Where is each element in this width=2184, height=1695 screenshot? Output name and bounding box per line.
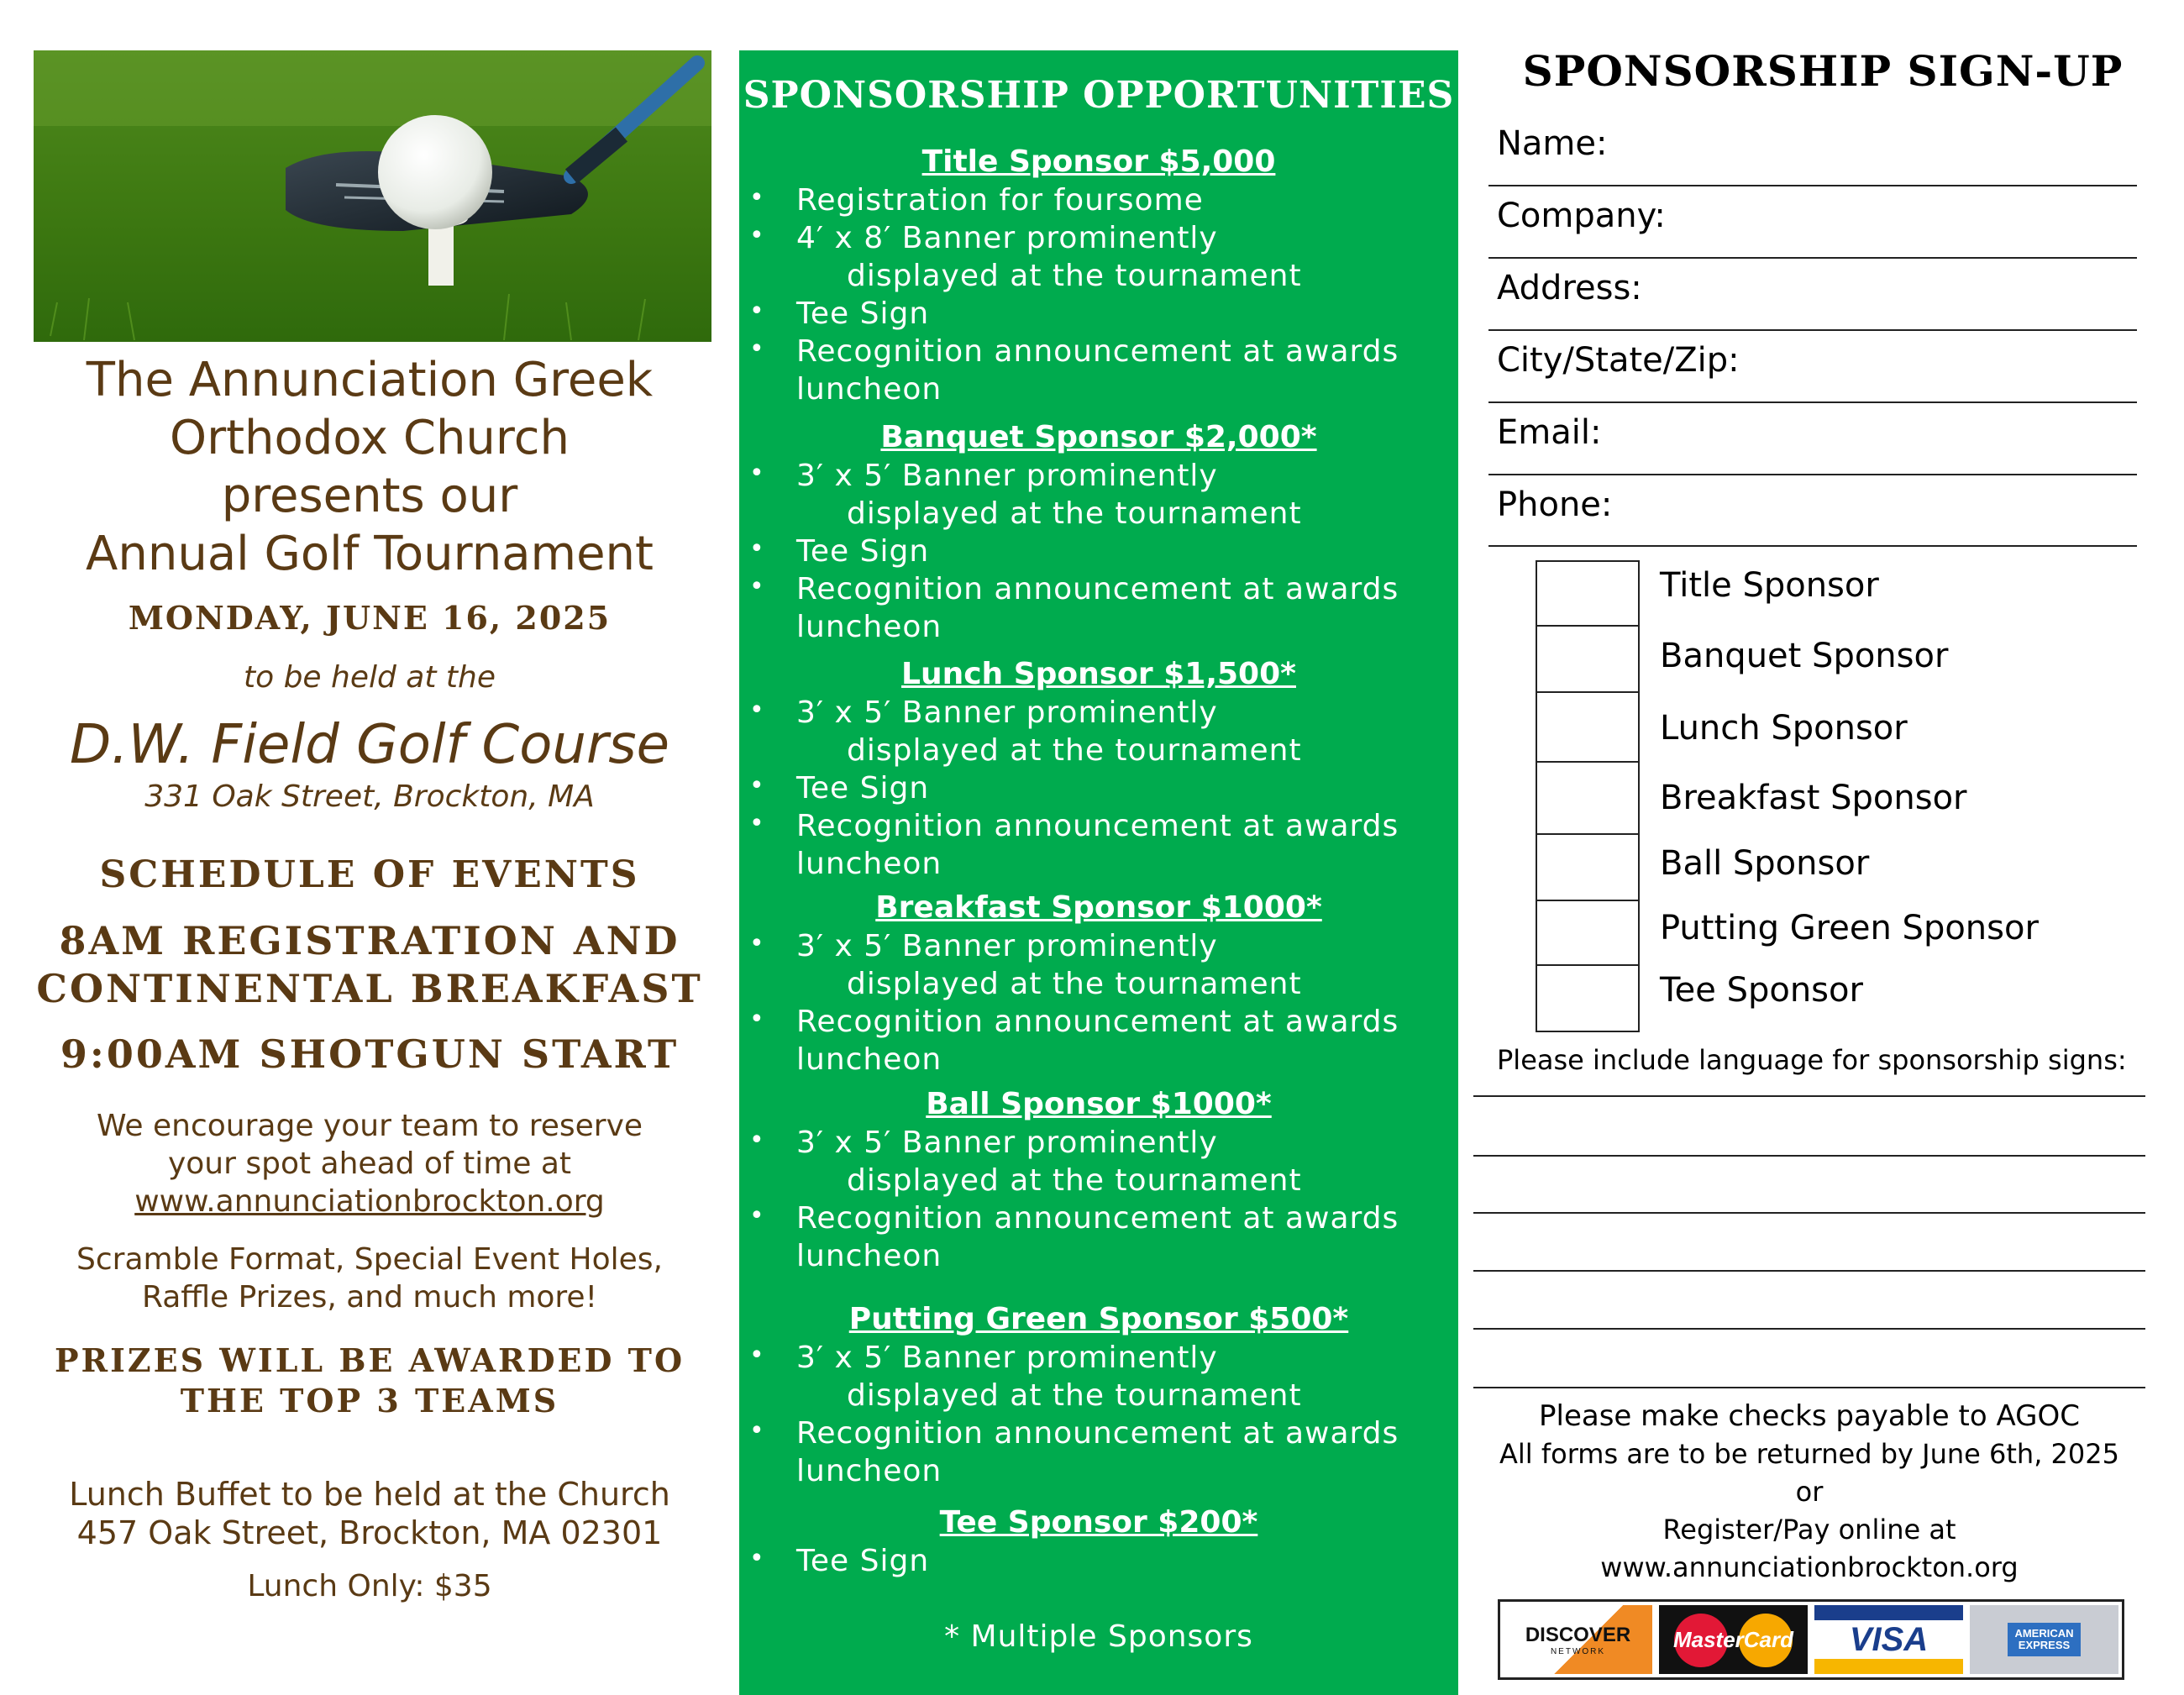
sponsor-benefit: Tee Sign: [796, 296, 930, 331]
discover-card-logo: [1504, 1605, 1652, 1674]
bullet-icon: •: [749, 1544, 764, 1573]
bullet-icon: •: [749, 1341, 764, 1370]
field-label: Email:: [1497, 413, 1602, 452]
lunch-line: 457 Oak Street, Brockton, MA 02301: [76, 1514, 663, 1551]
schedule-registration: [34, 917, 706, 1013]
sponsor-benefit: luncheon: [796, 1454, 942, 1488]
payment-line: or: [1795, 1476, 1824, 1508]
sponsor-benefit: 3′ x 5′ Banner prominently: [796, 1126, 1218, 1160]
golf-ball-photo: [34, 50, 711, 342]
format-line: Raffle Prizes, and much more!: [141, 1280, 598, 1315]
sponsor-tier-title: Lunch Sponsor $1,500*: [901, 657, 1296, 691]
sponsor-benefit: Registration for foursome: [796, 183, 1204, 218]
payment-line: All forms are to be returned by June 6th, 2025: [1499, 1438, 2119, 1470]
payment-line: Please make checks payable to AGOC: [1539, 1399, 2080, 1433]
sign-language-line[interactable]: [1473, 1212, 2145, 1214]
sponsor-benefit: Tee Sign: [796, 534, 930, 569]
sponsor-option-label: Ball Sponsor: [1660, 844, 1870, 883]
sponsor-benefit: Tee Sign: [796, 771, 930, 806]
sign-language-line[interactable]: [1473, 1328, 2145, 1330]
sponsor-benefit: luncheon: [796, 847, 942, 881]
reserve-line: your spot ahead of time at: [167, 1147, 572, 1181]
sponsor-checkbox[interactable]: [1536, 900, 1640, 968]
field-label: Phone:: [1497, 485, 1613, 524]
sponsor-benefit: Recognition announcement at awards: [796, 1005, 1399, 1039]
sponsor-benefit: luncheon: [796, 1042, 942, 1077]
sponsor-benefit: 3′ x 5′ Banner prominently: [796, 459, 1218, 493]
venue-address: 331 Oak Street, Brockton, MA: [144, 779, 595, 814]
amex-label: [2008, 1623, 2080, 1656]
field-label: Company:: [1497, 197, 1666, 235]
discover-sub-label: NETWORK: [1550, 1646, 1606, 1656]
lunch-line: Lunch Buffet to be held at the Church: [69, 1476, 670, 1513]
sponsor-benefit: displayed at the tournament: [847, 259, 1302, 293]
sponsor-benefit: luncheon: [796, 372, 942, 407]
sponsor-option-label: Breakfast Sponsor: [1660, 779, 1967, 817]
sponsor-benefit: Recognition announcement at awards: [796, 334, 1399, 369]
bullet-icon: •: [749, 695, 764, 725]
reserve-note: [34, 1107, 706, 1220]
sponsor-tier-title: Putting Green Sponsor $500*: [848, 1302, 1349, 1336]
sponsor-option-label: Tee Sponsor: [1660, 971, 1863, 1010]
field-input-line[interactable]: [1488, 185, 2137, 186]
bullet-icon: •: [749, 929, 764, 958]
sponsor-option-label: Title Sponsor: [1660, 566, 1879, 605]
bullet-icon: •: [749, 1201, 764, 1231]
title-line: presents our: [221, 469, 518, 523]
reserve-line: We encourage your team to reserve: [96, 1109, 643, 1143]
sponsor-tier-title: Title Sponsor $5,000: [921, 144, 1276, 179]
bullet-icon: •: [749, 771, 764, 800]
prizes-line: PRIZES WILL BE AWARDED TO: [54, 1341, 685, 1379]
sponsor-benefit: Recognition announcement at awards: [796, 572, 1399, 606]
sponsor-option-label: Banquet Sponsor: [1660, 637, 1949, 675]
sponsor-benefit: Recognition announcement at awards: [796, 809, 1399, 843]
sign-language-line[interactable]: [1473, 1095, 2145, 1097]
mastercard-label: MasterCard: [1672, 1626, 1794, 1652]
sponsor-benefit: luncheon: [796, 610, 942, 644]
bullet-icon: •: [749, 534, 764, 564]
sponsorship-opportunities-panel: [739, 50, 1458, 1695]
sponsor-option-label: Lunch Sponsor: [1660, 709, 1908, 748]
sponsor-tier-title: Tee Sponsor $200*: [939, 1505, 1258, 1540]
sponsor-benefit: displayed at the tournament: [847, 1378, 1302, 1413]
multiple-sponsors-note: * Multiple Sponsors: [944, 1619, 1253, 1654]
bullet-icon: •: [749, 1416, 764, 1446]
sign-language-line[interactable]: [1473, 1387, 2145, 1388]
bullet-icon: •: [749, 1005, 764, 1034]
schedule-shotgun-start: 9:00AM SHOTGUN START: [60, 1031, 680, 1077]
field-input-line[interactable]: [1488, 545, 2137, 547]
sponsor-benefit: Recognition announcement at awards: [796, 1416, 1399, 1451]
sponsor-checkbox[interactable]: [1536, 691, 1640, 764]
bullet-icon: •: [749, 221, 764, 250]
format-note: [34, 1241, 706, 1316]
venue-name: D.W. Field Golf Course: [70, 714, 669, 776]
sponsor-benefit: 3′ x 5′ Banner prominently: [796, 1341, 1218, 1375]
schedule-line: CONTINENTAL BREAKFAST: [36, 966, 703, 1011]
payment-url[interactable]: www.annunciationbrockton.org: [1600, 1551, 2019, 1583]
lunch-only-price: Lunch Only: $35: [247, 1569, 492, 1603]
field-label: Address:: [1497, 269, 1642, 307]
bullet-icon: •: [749, 1126, 764, 1155]
bullet-icon: •: [749, 296, 764, 326]
sponsor-benefit: displayed at the tournament: [847, 496, 1302, 531]
sponsor-benefit: displayed at the tournament: [847, 733, 1302, 768]
schedule-heading: SCHEDULE OF EVENTS: [99, 853, 640, 896]
sponsor-checkbox[interactable]: [1536, 560, 1640, 628]
sponsor-tier-title: Breakfast Sponsor $1000*: [875, 890, 1322, 925]
sponsor-checkbox[interactable]: [1536, 964, 1640, 1032]
sponsor-benefit: 4′ x 8′ Banner prominently: [796, 221, 1218, 255]
payment-line: Register/Pay online at: [1662, 1514, 1956, 1545]
sponsor-checkbox[interactable]: [1536, 625, 1640, 695]
sponsor-checkbox[interactable]: [1536, 761, 1640, 837]
sponsor-option-label: Putting Green Sponsor: [1660, 909, 2039, 947]
sponsor-tier-title: Ball Sponsor $1000*: [926, 1087, 1272, 1121]
title-line: Annual Golf Tournament: [86, 527, 654, 581]
sponsor-checkbox[interactable]: [1536, 833, 1640, 903]
amex-line: AMERICAN: [2014, 1627, 2074, 1640]
payment-note: [1473, 1398, 2145, 1587]
amex-line: EXPRESS: [2018, 1639, 2071, 1651]
discover-label: DISCOVER: [1525, 1623, 1631, 1646]
sponsor-benefit: 3′ x 5′ Banner prominently: [796, 929, 1218, 963]
event-date: MONDAY, JUNE 16, 2025: [128, 599, 612, 637]
mastercard-logo: [1659, 1605, 1808, 1674]
sign-language-note: Please include language for sponsorship signs:: [1497, 1044, 2127, 1076]
prizes-note: [34, 1341, 706, 1421]
title-line: Orthodox Church: [170, 411, 570, 465]
field-input-line[interactable]: [1488, 401, 2137, 403]
lunch-buffet-note: [34, 1475, 706, 1552]
accepted-cards: [1498, 1599, 2124, 1680]
opportunities-title: SPONSORSHIP OPPORTUNITIES: [743, 74, 1455, 117]
bullet-icon: •: [749, 459, 764, 488]
sign-language-line[interactable]: [1473, 1155, 2145, 1157]
prizes-line: THE TOP 3 TEAMS: [180, 1382, 559, 1419]
field-input-line[interactable]: [1488, 329, 2137, 331]
title-line: The Annunciation Greek: [86, 353, 654, 407]
bullet-icon: •: [749, 334, 764, 364]
field-input-line[interactable]: [1488, 474, 2137, 475]
signup-title: SPONSORSHIP SIGN-UP: [1522, 46, 2124, 96]
sponsor-benefit: Tee Sign: [796, 1544, 930, 1578]
bullet-icon: •: [749, 572, 764, 601]
sponsor-benefit: displayed at the tournament: [847, 1163, 1302, 1198]
sponsor-benefit: displayed at the tournament: [847, 967, 1302, 1001]
field-label: Name:: [1497, 124, 1608, 163]
held-at-text: to be held at the: [244, 660, 496, 695]
sponsor-benefit: Recognition announcement at awards: [796, 1201, 1399, 1236]
website-link[interactable]: www.annunciationbrockton.org: [134, 1184, 605, 1219]
schedule-line: 8AM REGISTRATION AND: [59, 918, 680, 963]
field-input-line[interactable]: [1488, 257, 2137, 259]
sponsor-tier-title: Banquet Sponsor $2,000*: [880, 420, 1317, 454]
bullet-icon: •: [749, 183, 764, 213]
american-express-logo: [1970, 1605, 2118, 1674]
visa-logo: [1814, 1605, 1963, 1674]
visa-label: VISA: [1849, 1620, 1929, 1658]
sponsor-benefit: 3′ x 5′ Banner prominently: [796, 695, 1218, 730]
church-title: [34, 351, 706, 583]
bullet-icon: •: [749, 809, 764, 838]
field-label: City/State/Zip:: [1497, 341, 1740, 380]
format-line: Scramble Format, Special Event Holes,: [76, 1242, 663, 1277]
sign-language-line[interactable]: [1473, 1270, 2145, 1272]
sponsor-benefit: luncheon: [796, 1239, 942, 1273]
